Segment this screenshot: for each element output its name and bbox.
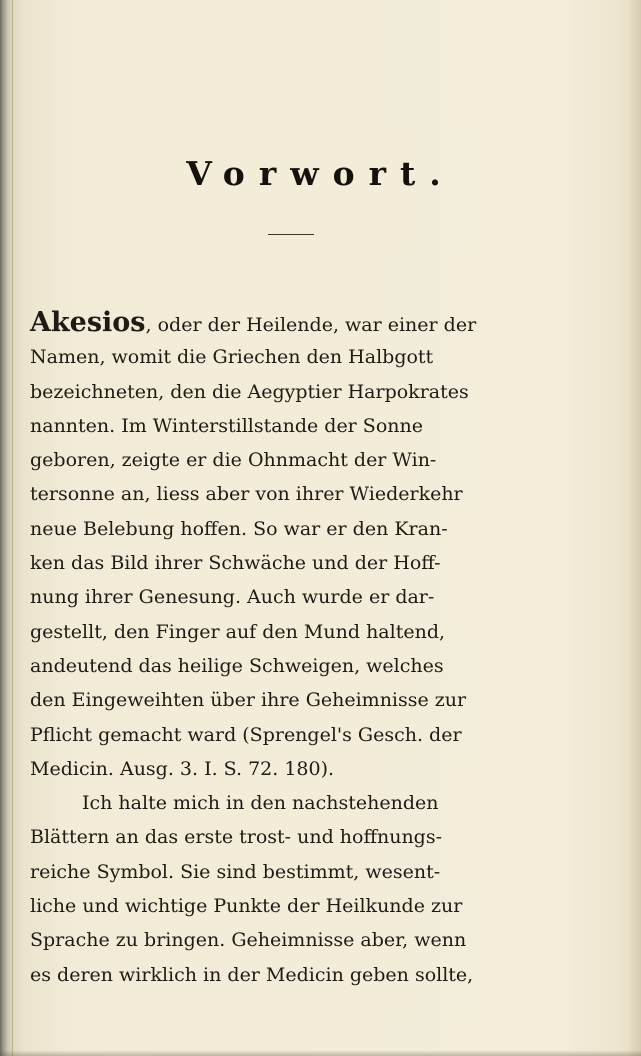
text-line-8: ken das Bild ihrer Schwäche und der Hoff-: [30, 552, 441, 575]
text-line-2: Namen, womit die Griechen den Halbgott: [30, 346, 434, 369]
page-bottom-edge: [0, 1050, 641, 1056]
text-line-11: andeutend das heilige Schweigen, welches: [30, 654, 444, 677]
heading-rule: [268, 234, 314, 235]
text-line-9: nung ihrer Genesung. Auch wurde er dar-: [30, 586, 435, 609]
text-line-12: den Eingeweihten über ihre Geheimnisse zur: [30, 689, 467, 712]
page-heading: Vorwort.: [186, 154, 455, 193]
first-word: Akesios: [30, 307, 146, 338]
text-line-19: Sprache zu bringen. Geheimnisse aber, wenn: [30, 929, 467, 952]
text-line-1: [30, 306, 553, 340]
text-line-10: gestellt, den Finger auf den Mund haltend,: [30, 620, 446, 643]
body-text: [30, 306, 553, 992]
text-line-1-rest: , oder der Heilende, war einer der: [145, 314, 477, 336]
text-line-15: Ich halte mich in den nachstehenden: [82, 792, 439, 815]
text-line-18: liche und wichtige Punkte der Heilkunde zur: [30, 895, 463, 918]
text-line-13: Pflicht gemacht ward (Sprengel's Gesch. der: [30, 723, 462, 746]
text-line-6: tersonne an, liess aber von ihrer Wiederkehr: [30, 483, 463, 506]
text-line-5: geboren, zeigte er die Ohnmacht der Win-: [30, 449, 437, 472]
text-line-4: nannten. Im Winterstillstande der Sonne: [30, 414, 423, 437]
text-line-3: bezeichneten, den die Aegyptier Harpokrates: [30, 380, 469, 403]
text-line-14: Medicin. Ausg. 3. I. S. 72. 180).: [30, 757, 335, 780]
text-line-16: Blättern an das erste trost- und hoffnungs-: [30, 826, 443, 849]
text-line-7: neue Belebung hoffen. So war er den Kran-: [30, 517, 448, 540]
text-line-20: es deren wirklich in der Medicin geben sollte,: [30, 963, 474, 986]
text-line-17: reiche Symbol. Sie sind bestimmt, wesent-: [30, 860, 441, 883]
